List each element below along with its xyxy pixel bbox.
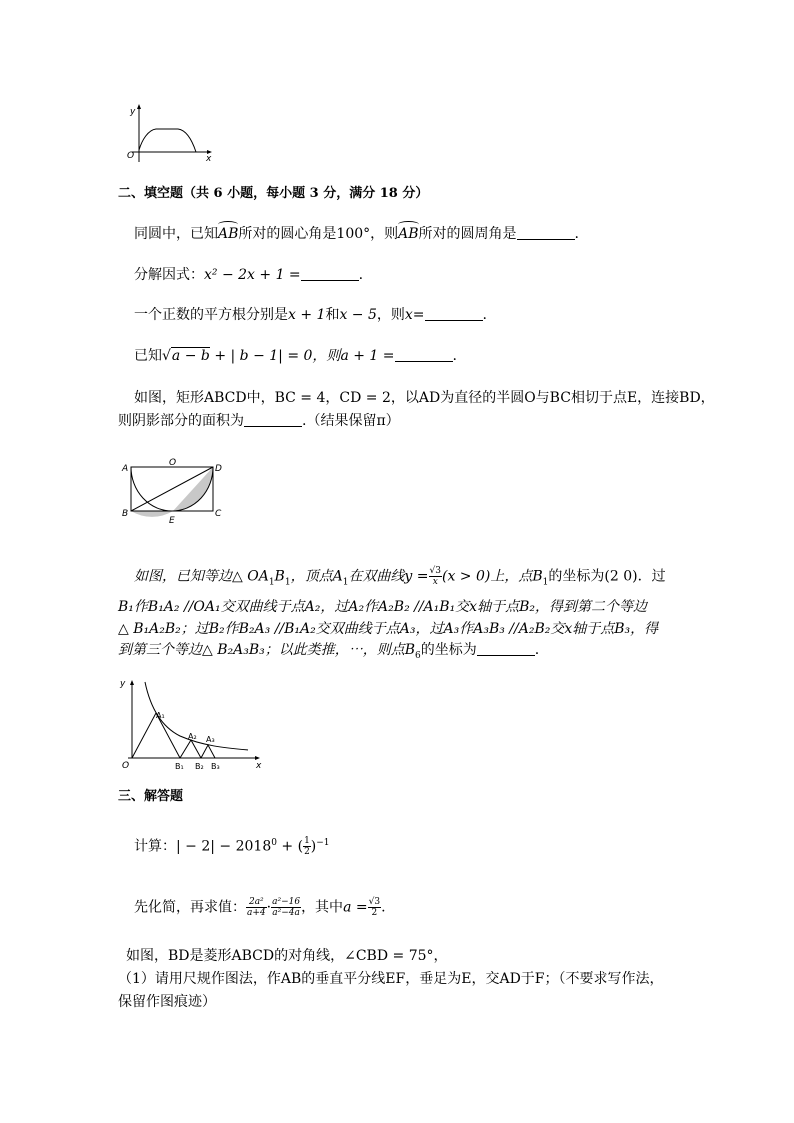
label-a3: A₃ (206, 735, 215, 744)
q7-fraction (303, 836, 311, 857)
q1-text-pre: 同圆中，已知 (134, 226, 218, 242)
top-graph-figure (118, 100, 218, 166)
label-d: D (215, 464, 222, 474)
q5-line-2 (118, 411, 400, 431)
label-b1: B₁ (175, 762, 184, 771)
label-y: y (120, 679, 126, 689)
q9-line-2: （1）请用尺规作图法，作AB的垂直平分线EF，垂足为E，交AD于F；（不要求写作法， (118, 971, 664, 987)
q7-close: ) (310, 838, 317, 855)
q6-line-2: B₁作B₁A₂ //OA₁交双曲线于点A₂，过A₂作A₂B₂ //A₁B₁交x轴于点B₂，得到第二个等边 (118, 599, 647, 615)
q6-text-d: 在双曲线y = (348, 568, 429, 585)
question-factorize (134, 265, 363, 285)
q1-answer-blank[interactable] (517, 225, 575, 240)
q3-and: 和 (325, 307, 340, 323)
q3-text-mid: ，则 (376, 307, 405, 323)
q6-text-f: 的坐标为(2 0)．过 (548, 568, 666, 585)
q3-answer-blank[interactable] (425, 306, 483, 321)
triangle-3 (201, 745, 215, 758)
y-axis-label: y (130, 107, 136, 117)
q6-line-3: △ B₁A₂B₂；过B₂作B₂A₃ //B₁A₂交双曲线于点A₃，过A₃作A₃B₃ //A₂B₂交x轴于点B₃，得 (118, 621, 659, 637)
y-axis-arrow (137, 104, 141, 109)
q1-text-mid2: ，则 (370, 226, 399, 242)
q1-text-mid: 所对的圆心角是 (238, 226, 337, 242)
question-square-roots (134, 305, 487, 325)
label-e: E (169, 516, 175, 526)
q6-text-4a: 到第三个等边△ B₂A₃B₃；以此类推，⋯，则点B (118, 642, 416, 658)
label-b: B (122, 509, 129, 519)
q6-frac-num: √3 (429, 566, 441, 576)
question-sqrt-abs: 已知√a − b + | b − 1| = 0，则a + 1 = . (134, 348, 457, 364)
q7-den: 2 (304, 847, 310, 857)
label-x: x (256, 761, 262, 771)
y-axis-arrow (130, 680, 134, 685)
q4-end: . (452, 348, 457, 364)
q4-sqrt-expr: a − b (171, 348, 210, 364)
rectangle-semicircle-figure (118, 456, 228, 528)
q3-variable: x (404, 307, 413, 323)
label-a1: A₁ (156, 711, 165, 720)
section-2-heading: 二、填空题（共 6 小题，每小题 3 分，满分 18 分） (118, 186, 429, 201)
label-c: C (215, 509, 222, 519)
q8-f2-den: a²−4a (272, 908, 300, 918)
q2-text-pre: 分解因式： (134, 267, 204, 283)
q2-end: . (358, 267, 364, 283)
q3-expr-a: x + 1 (288, 307, 326, 323)
x-axis-label: x (206, 154, 212, 164)
q8-fraction-2 (271, 897, 301, 918)
q7-exponent-zero: 0 (271, 837, 277, 848)
question-arc-angle (134, 224, 579, 244)
q1-end: . (574, 226, 579, 242)
question-compute (134, 836, 330, 857)
q5-text-a: 则阴影部分的面积为 (118, 413, 244, 429)
q8-v-num: √3 (368, 897, 381, 907)
label-b2: B₂ (195, 762, 204, 771)
q6-text-4b: 的坐标为 (420, 642, 477, 658)
q4-text-pre: 已知 (134, 348, 162, 364)
q8-v-den: 2 (371, 908, 378, 918)
q6-line-4: 到第三个等边△ B₂A₃B₃；以此类推，⋯，则点$B_6$的坐标为 . (118, 642, 540, 661)
q8-dot: · (266, 899, 272, 916)
q9-line-1: 如图，BD是菱形ABCD的对角线，∠CBD = 75°， (126, 948, 448, 964)
q8-f1-num: 2a² (246, 897, 267, 908)
q7-exponent: −1 (316, 837, 330, 848)
q6-line-1: 如图，已知等边△ $OA_1B_1$，顶点$A_1$在双曲线y = $\frac{√3}{x}$ (x > 0)上，点$B_1$的坐标为(2 0)．过 (134, 566, 666, 588)
label-a2: A₂ (188, 732, 197, 741)
q6-text-a: 如图，已知等边△ OA (134, 568, 269, 585)
label-a: A (122, 464, 129, 474)
q8-a-equals: a = (343, 899, 368, 916)
q6-text-c: ，顶点A (290, 568, 343, 585)
x-axis-arrow (255, 756, 260, 760)
q2-answer-blank[interactable] (301, 266, 359, 281)
hyperbola-triangles-figure (118, 676, 268, 776)
q1-arc-ab-2: AB (398, 226, 419, 242)
q9-line-3: 保留作图痕迹） (118, 994, 216, 1010)
q7-plus: + ( (276, 838, 304, 855)
q1-text-post: 所对的圆周角是 (418, 226, 517, 242)
q8-f2-num: a²−16 (272, 897, 301, 907)
q6-text-4c: . (534, 642, 540, 658)
q3-text-pre: 一个正数的平方根分别是 (134, 307, 288, 323)
q5-line-1: 如图，矩形ABCD中，BC = 4，CD = 2，以AD为直径的半圆O与BC相切于点E，连接BD， (134, 390, 715, 406)
q1-degree: 100° (336, 226, 371, 242)
shaded-region-left (131, 511, 173, 517)
q2-expression: x² − 2x + 1 = (204, 267, 301, 283)
q6-text-b: B (274, 568, 285, 585)
q8-value-fraction (368, 897, 381, 918)
origin-label: O (127, 151, 135, 161)
q7-text-pre: 计算：| − 2| − 2018 (134, 838, 272, 855)
q8-f1-den: a+4 (247, 908, 266, 918)
q4-expression: a + 1 = (340, 348, 395, 364)
q3-end: . (482, 307, 487, 323)
q8-fraction-1 (246, 897, 267, 918)
q8-text-pre: 先化简，再求值： (134, 899, 246, 916)
q5-answer-blank[interactable] (244, 412, 302, 427)
q6-answer-blank[interactable] (477, 641, 535, 656)
q6-text-e: (x > 0)上，点B (442, 568, 543, 585)
q5-text-b: .（结果保留π） (302, 413, 400, 429)
q4-answer-blank[interactable] (395, 347, 453, 362)
label-b3: B₃ (211, 762, 220, 771)
arch-curve (139, 129, 196, 152)
q6-frac-den: x (432, 577, 438, 587)
section-3-heading: 三、解答题 (118, 789, 184, 804)
q7-num: 1 (304, 836, 310, 846)
q8-end: . (381, 899, 386, 916)
q8-text-mid: ，其中 (301, 899, 344, 916)
question-simplify (134, 897, 386, 918)
label-o: O (169, 458, 177, 468)
q3-equals: = (412, 307, 425, 323)
q4-text-mid: + | b − 1| = 0，则 (209, 348, 341, 364)
q1-arc-ab: AB (218, 226, 239, 242)
q3-expr-b: x − 5 (339, 307, 377, 323)
q6-fraction (429, 566, 442, 587)
label-origin: O (122, 761, 130, 771)
